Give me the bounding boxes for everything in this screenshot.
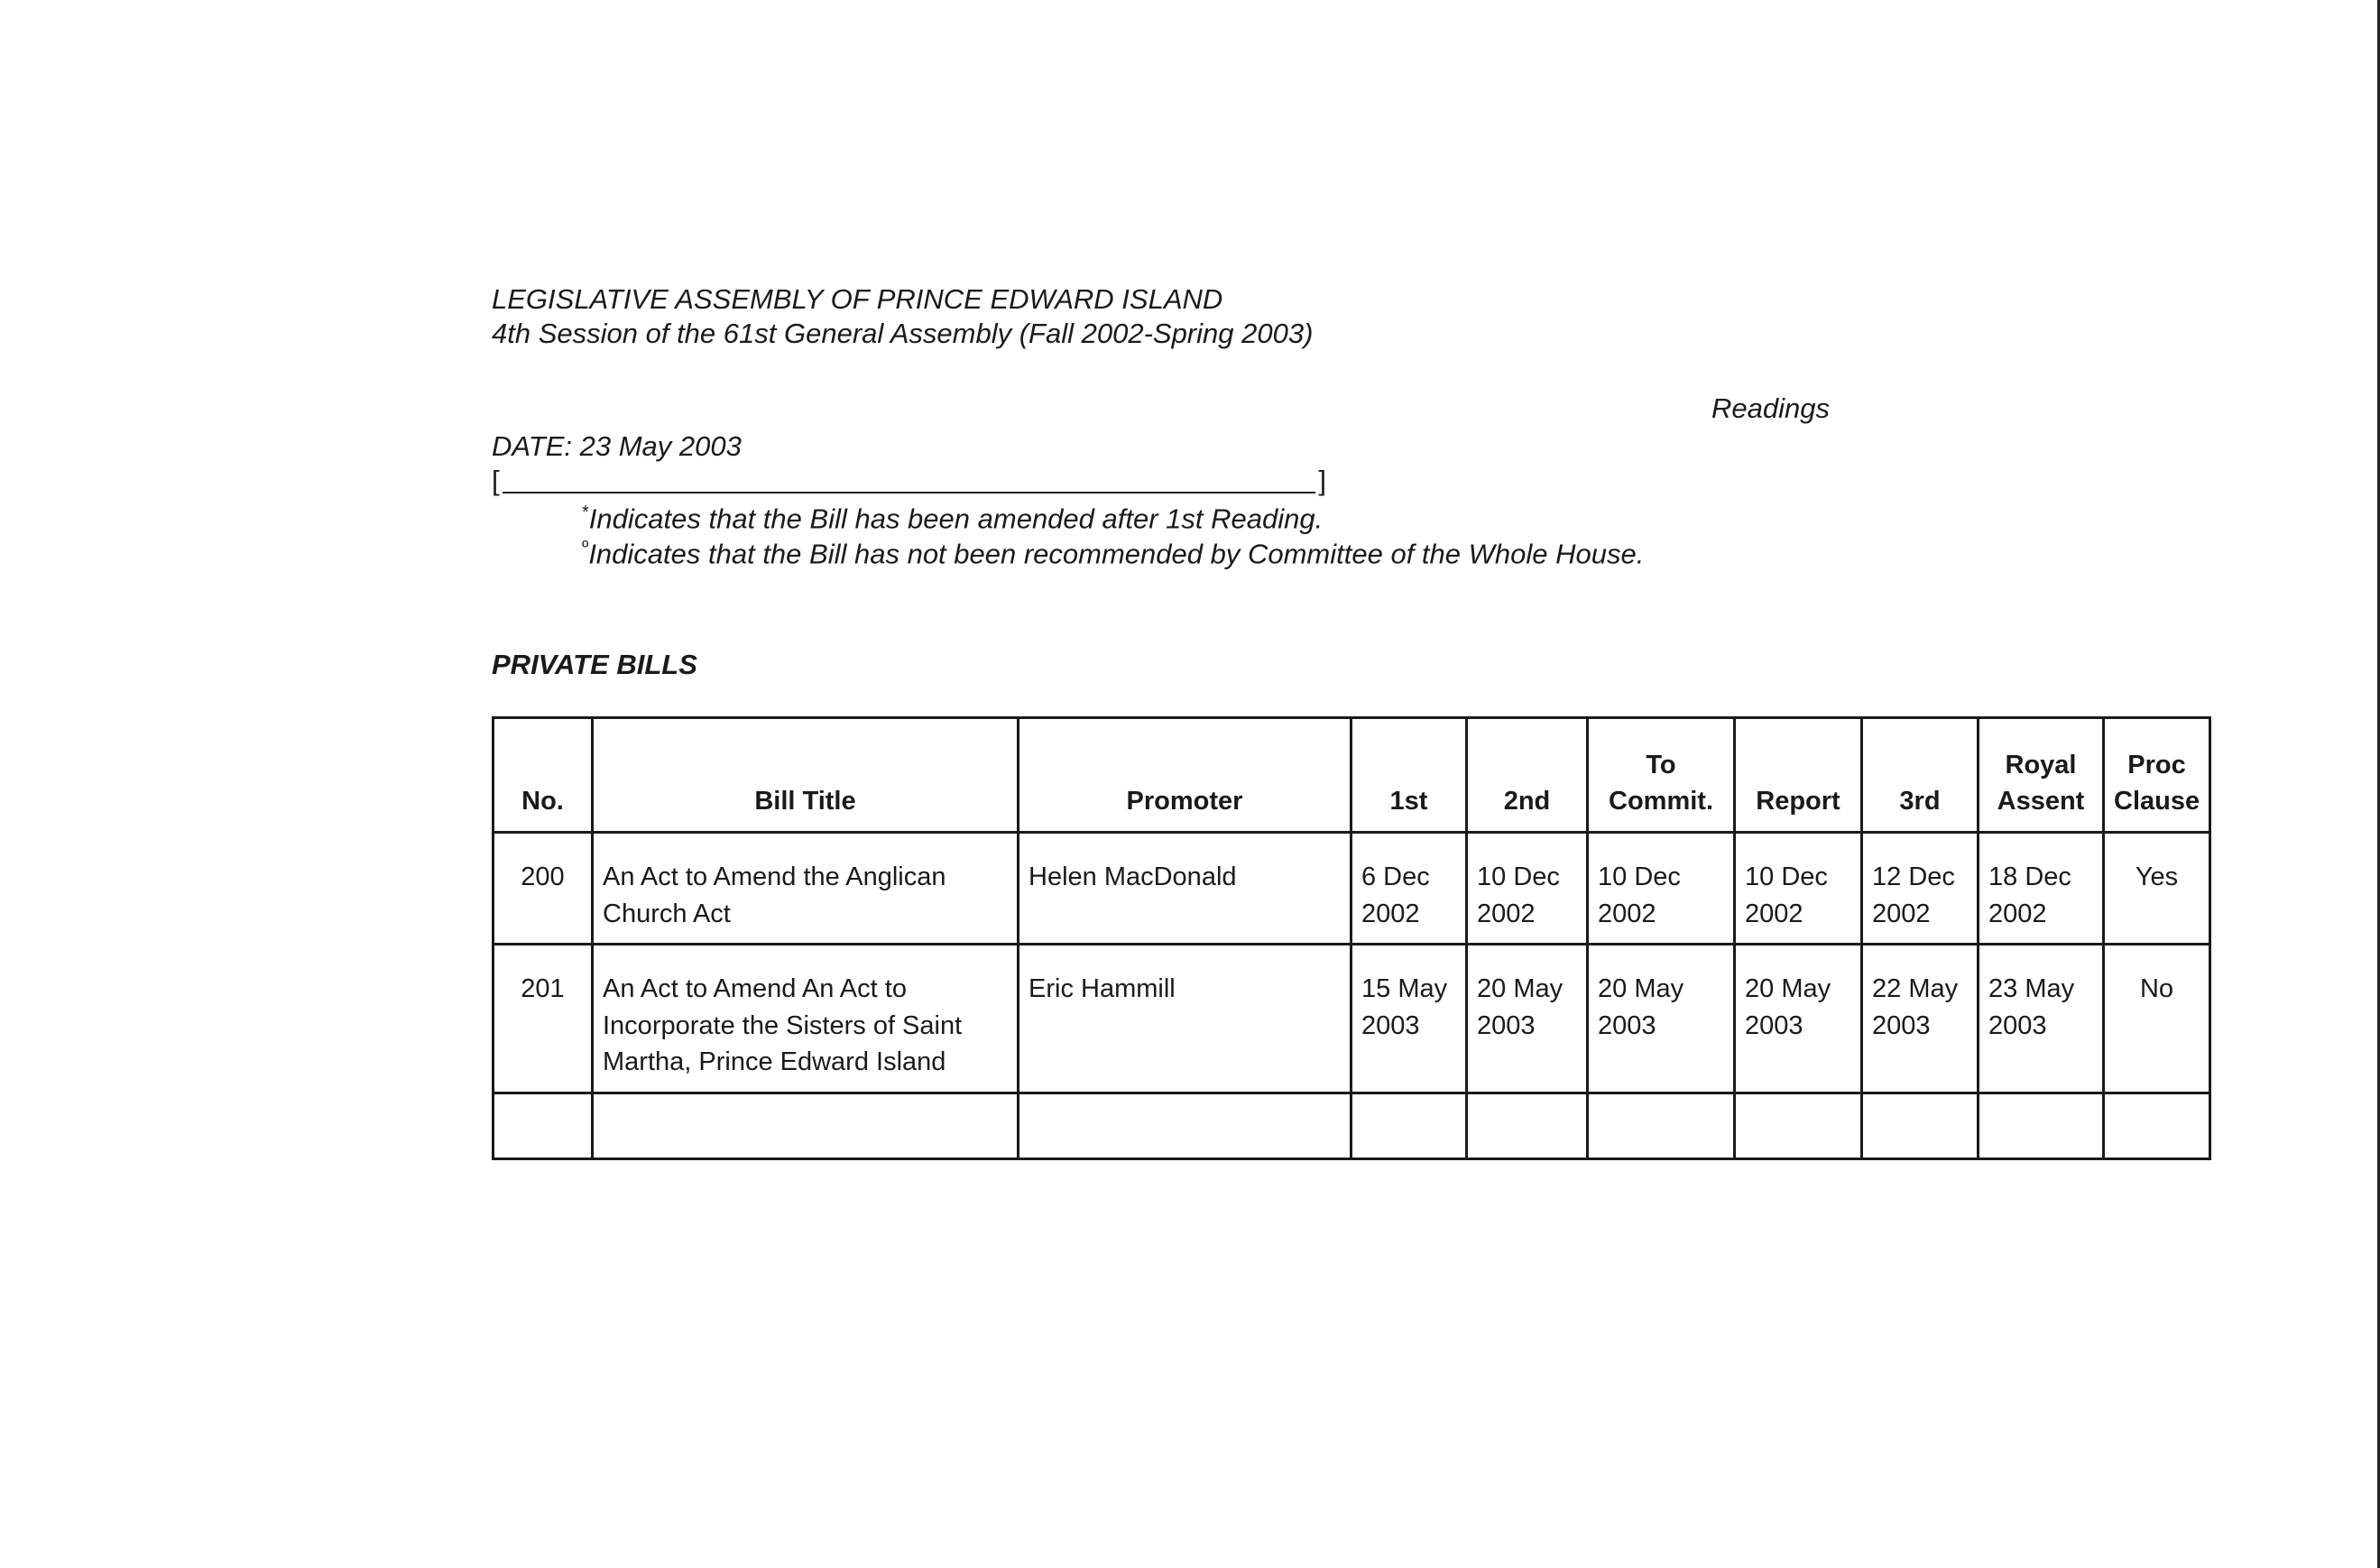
cell-report: 20 May 2003: [1735, 945, 1862, 1093]
col-header-proc-line2: Clause: [2114, 787, 2200, 816]
note-amended-text: Indicates that the Bill has been amended after 1st Reading.: [588, 503, 1324, 535]
cell-bill-title: An Act to Amend An Act to Incorporate the Sisters of Saint Martha, Prince Edward Island: [593, 945, 1019, 1093]
col-header-royal-line2: Assent: [1997, 787, 2085, 816]
note-amended: [582, 503, 1324, 535]
cell-bill-no: 201: [494, 945, 593, 1093]
cell-royal-assent: 18 Dec 2002: [1979, 833, 2104, 945]
assembly-title: LEGISLATIVE ASSEMBLY OF PRINCE EDWARD ISLAND: [492, 283, 1223, 315]
asterisk-mark: *: [582, 503, 589, 522]
bracket-left: [: [492, 465, 500, 496]
cell-royal-assent: 23 May 2003: [1979, 945, 2104, 1093]
empty-cell: [593, 1093, 1019, 1158]
col-header-proc-line1: Proc: [2127, 750, 2186, 779]
cell-2nd: 20 May 2003: [1467, 945, 1588, 1093]
cell-proc-clause: No: [2104, 945, 2210, 1093]
note-not-recommended-text: Indicates that the Bill has not been recommended by Committee of the Whole House.: [588, 538, 1645, 570]
col-header-1st: 1st: [1351, 718, 1467, 833]
note-not-recommended: [582, 538, 1645, 570]
empty-cell: [494, 1093, 593, 1158]
bracket-rule: [492, 466, 1326, 497]
col-header-royal-line1: Royal: [2005, 750, 2077, 779]
ordinal-mark: º: [582, 538, 589, 558]
empty-cell: [1979, 1093, 2104, 1158]
cell-bill-no: 200: [494, 833, 593, 945]
empty-cell: [1862, 1093, 1979, 1158]
date-line: DATE: 23 May 2003: [492, 430, 742, 462]
empty-cell: [1588, 1093, 1735, 1158]
cell-to-commit: 20 May 2003: [1588, 945, 1735, 1093]
empty-cell: [1735, 1093, 1862, 1158]
col-header-report: Report: [1735, 718, 1862, 833]
cell-3rd: 22 May 2003: [1862, 945, 1979, 1093]
cell-2nd: 10 Dec 2002: [1467, 833, 1588, 945]
col-header-to-commit: [1588, 718, 1735, 833]
empty-cell: [1467, 1093, 1588, 1158]
cell-promoter: Eric Hammill: [1019, 945, 1351, 1093]
col-header-2nd: 2nd: [1467, 718, 1588, 833]
table-header-row: [494, 718, 2210, 833]
table-row-empty: [494, 1093, 2210, 1158]
cell-1st: 6 Dec 2002: [1351, 833, 1467, 945]
cell-1st: 15 May 2003: [1351, 945, 1467, 1093]
empty-cell: [1019, 1093, 1351, 1158]
empty-cell: [2104, 1093, 2210, 1158]
bracket-right: ]: [1318, 465, 1326, 496]
cell-proc-clause: Yes: [2104, 833, 2210, 945]
col-header-to-commit-line2: Commit.: [1609, 787, 1713, 816]
readings-label: Readings: [1711, 392, 1830, 424]
col-header-bill-title: Bill Title: [593, 718, 1019, 833]
col-header-to-commit-line1: To: [1646, 750, 1676, 779]
empty-cell: [1351, 1093, 1467, 1158]
cell-3rd: 12 Dec 2002: [1862, 833, 1979, 945]
col-header-3rd: 3rd: [1862, 718, 1979, 833]
cell-bill-title: An Act to Amend the Anglican Church Act: [593, 833, 1019, 945]
table-row: [494, 945, 2210, 1093]
col-header-royal-assent: [1979, 718, 2104, 833]
cell-to-commit: 10 Dec 2002: [1588, 833, 1735, 945]
session-line: 4th Session of the 61st General Assembly (Fall 2002-Spring 2003): [492, 318, 1314, 349]
cell-promoter: Helen MacDonald: [1019, 833, 1351, 945]
col-header-no: No.: [494, 718, 593, 833]
private-bills-table: [492, 716, 2211, 1160]
col-header-promoter: Promoter: [1019, 718, 1351, 833]
section-heading: PRIVATE BILLS: [492, 649, 697, 680]
table-row: [494, 833, 2210, 945]
cell-report: 10 Dec 2002: [1735, 833, 1862, 945]
col-header-proc-clause: [2104, 718, 2210, 833]
blank-rule: [503, 492, 1315, 493]
